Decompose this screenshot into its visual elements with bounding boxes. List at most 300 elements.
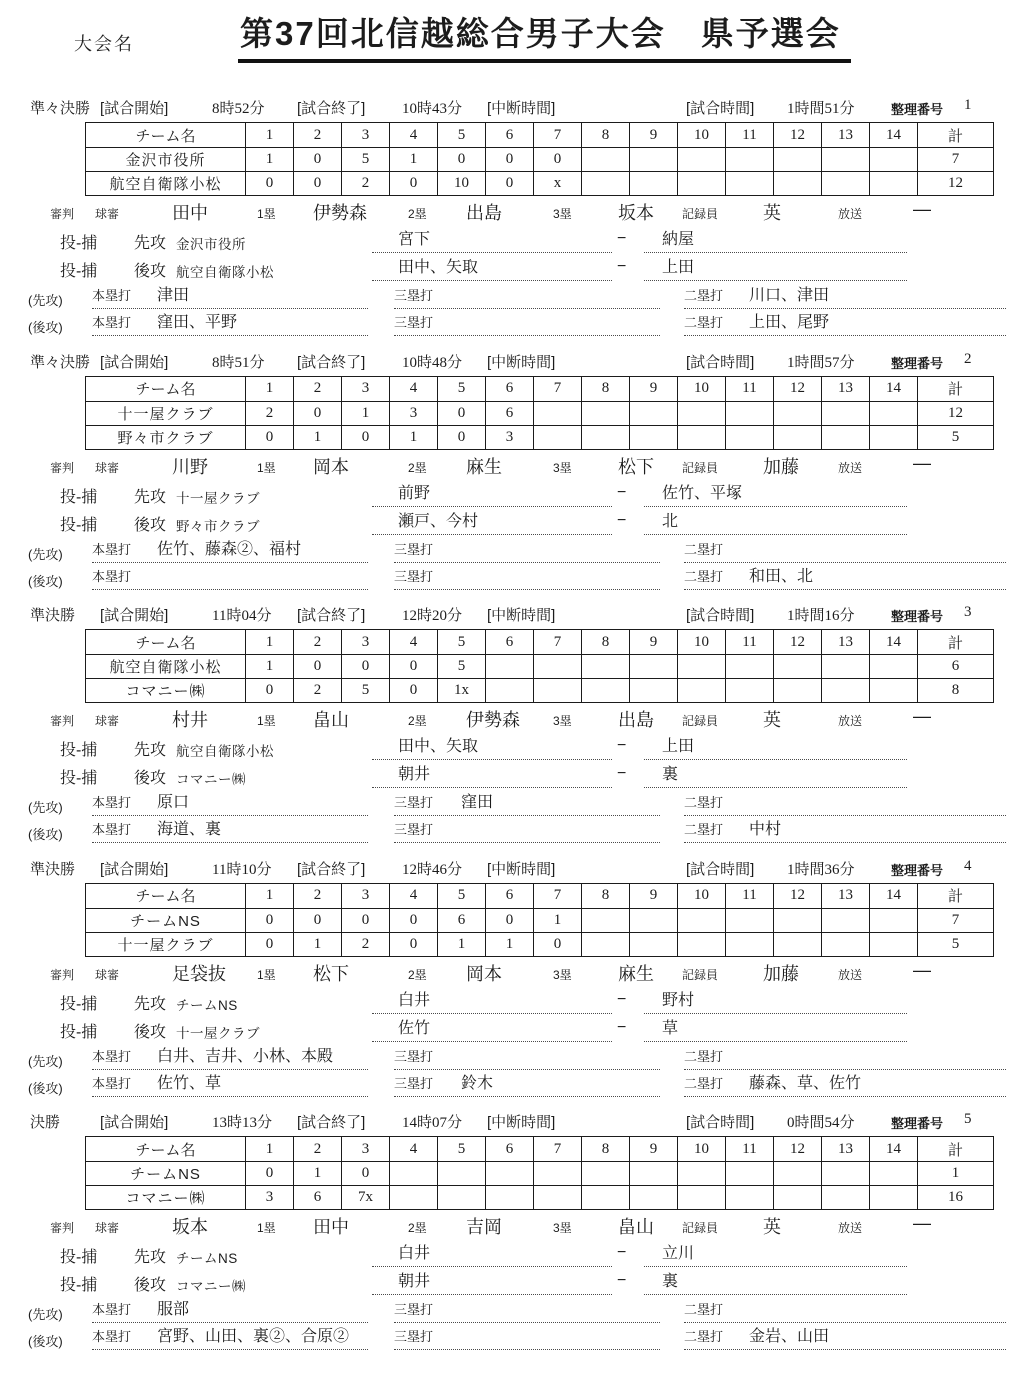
inning-header: 8 — [582, 376, 630, 401]
inning-score — [582, 655, 630, 679]
double-names: 和田、北 — [749, 567, 814, 585]
game-start-time: 11時10分 — [212, 861, 272, 878]
inning-header: 2 — [294, 1137, 342, 1162]
home-run-field — [92, 1298, 368, 1323]
inning-header: 3 — [342, 1137, 390, 1162]
team-name: 野々市クラブ — [86, 425, 246, 449]
inning-score — [390, 1162, 438, 1186]
inning-score — [774, 401, 822, 425]
inning-score: 3 — [246, 1186, 294, 1210]
inning-score — [630, 655, 678, 679]
game-header-line — [0, 97, 1024, 119]
battery-label: 投-捕 — [60, 488, 98, 506]
battery-label: 投-捕 — [60, 770, 98, 787]
broadcast-value: — — [913, 706, 931, 726]
inning-header: 13 — [822, 883, 870, 908]
game-end-label: [試合終了] — [297, 860, 366, 878]
game-end-label: [試合終了] — [297, 607, 366, 624]
pitchers-field — [372, 1017, 612, 1042]
battery-label: 投-捕 — [60, 1249, 98, 1266]
game-end-label: [試合終了] — [297, 1114, 366, 1131]
inning-score: 0 — [390, 679, 438, 703]
game-time-value: 1時間36分 — [787, 861, 855, 878]
double-label: 二塁打 — [684, 795, 724, 810]
inning-score — [534, 1186, 582, 1210]
broadcast-label: 放送 — [838, 460, 863, 475]
inning-score: 0 — [294, 172, 342, 196]
game-end-time: 12時46分 — [402, 861, 463, 878]
serial-no-value: 5 — [964, 1111, 972, 1127]
second-attack-paren-label: (後攻) — [28, 573, 63, 589]
tournament-title: 第37回北信越総合男子大会 県予選会 — [238, 8, 851, 63]
inning-score — [678, 655, 726, 679]
inning-header: 6 — [486, 883, 534, 908]
game-time-value: 1時間16分 — [787, 608, 855, 624]
scorer-label: 記録員 — [682, 460, 719, 475]
double-field — [684, 311, 1006, 336]
team-total: 6 — [918, 655, 994, 679]
inning-score: 3 — [486, 425, 534, 449]
inning-header: 2 — [294, 883, 342, 908]
inning-header: 6 — [486, 1137, 534, 1162]
inning-header: 8 — [582, 883, 630, 908]
plate-umpire-name: 田中 — [172, 203, 208, 223]
inning-score — [678, 1186, 726, 1210]
inning-score — [582, 148, 630, 172]
battery-row-first-attack — [0, 735, 1024, 759]
home-run-label: 本塁打 — [92, 541, 132, 557]
plate-umpire-label: 球審 — [95, 460, 120, 475]
second-attack-paren-label: (後攻) — [28, 320, 63, 335]
first-attack-paren-label: (先攻) — [28, 800, 63, 815]
double-label: 二塁打 — [684, 1048, 724, 1064]
pitchers-field — [372, 482, 612, 507]
team-name-header: チーム名 — [86, 630, 246, 655]
round-label: 準々決勝 — [30, 100, 91, 117]
triple-field — [394, 1298, 660, 1323]
battery-team-name: コマニー㈱ — [176, 772, 246, 787]
inning-score — [726, 1186, 774, 1210]
team-total: 7 — [918, 148, 994, 172]
pitchers-field — [372, 1242, 612, 1267]
inning-header: 9 — [630, 883, 678, 908]
team-row-visitor — [86, 1162, 994, 1186]
triple-field — [394, 565, 660, 590]
triple-label: 三塁打 — [394, 541, 434, 557]
catchers-field — [644, 482, 907, 507]
double-label: 二塁打 — [684, 541, 724, 557]
game-block — [0, 1111, 1024, 1365]
interruption-label: [中断時間] — [487, 860, 556, 878]
inning-header: 14 — [870, 376, 918, 401]
scorer-name: 加藤 — [763, 963, 799, 984]
broadcast-value: — — [913, 452, 931, 473]
inning-score — [582, 679, 630, 703]
inning-score — [534, 401, 582, 425]
second-attack-label: 後攻 — [134, 263, 167, 280]
third-base-label: 3塁 — [553, 460, 572, 475]
game-header-line — [0, 351, 1024, 373]
hits-row-first-attack — [0, 1045, 1024, 1069]
inning-header: 8 — [582, 123, 630, 148]
plate-umpire-label: 球審 — [95, 714, 120, 728]
inning-score — [486, 1186, 534, 1210]
inning-score: 0 — [486, 172, 534, 196]
inning-score: 0 — [438, 401, 486, 425]
team-name-header: チーム名 — [86, 376, 246, 401]
pitcher-names: 田中、矢取 — [398, 738, 479, 755]
battery-team-name: 野々市クラブ — [176, 518, 260, 534]
home-run-names: 津田 — [157, 287, 190, 304]
battery-dash: − — [617, 990, 627, 1008]
game-start-label: [試合開始] — [100, 607, 169, 624]
inning-score — [582, 1186, 630, 1210]
tournament-name-label: 大会名 — [74, 34, 134, 54]
broadcast-label: 放送 — [838, 967, 863, 982]
team-name: 十一屋クラブ — [86, 401, 246, 425]
inning-score — [870, 401, 918, 425]
game-time-value: 1時間57分 — [787, 354, 855, 371]
inning-score — [630, 908, 678, 932]
catchers-field — [644, 763, 907, 788]
inning-header: 13 — [822, 376, 870, 401]
inning-header: 2 — [294, 630, 342, 655]
total-header: 計 — [918, 630, 994, 655]
game-start-time: 13時13分 — [212, 1115, 273, 1131]
home-run-names: 佐竹、藤森②、福村 — [157, 540, 302, 558]
total-header: 計 — [918, 883, 994, 908]
inning-score: 1 — [294, 425, 342, 449]
first-base-umpire-name: 畠山 — [313, 710, 349, 730]
inning-score: 6 — [486, 401, 534, 425]
inning-score — [582, 932, 630, 956]
inning-header: 10 — [678, 883, 726, 908]
inning-header: 11 — [726, 1137, 774, 1162]
inning-score: 1 — [294, 932, 342, 956]
inning-header: 6 — [486, 630, 534, 655]
double-field — [684, 284, 1006, 309]
broadcast-value: — — [913, 199, 931, 219]
first-base-label: 1塁 — [257, 714, 276, 728]
second-base-label: 2塁 — [408, 967, 427, 982]
inning-header: 6 — [486, 123, 534, 148]
third-base-umpire-name: 松下 — [618, 456, 654, 477]
total-header: 計 — [918, 123, 994, 148]
double-field — [684, 1045, 1006, 1070]
inning-header: 8 — [582, 1137, 630, 1162]
home-run-field — [92, 284, 368, 309]
catchers-field — [644, 1270, 907, 1295]
inning-score — [726, 932, 774, 956]
inning-header: 14 — [870, 630, 918, 655]
double-field — [684, 818, 1006, 843]
inning-score: 2 — [342, 172, 390, 196]
team-total: 1 — [918, 1162, 994, 1186]
team-name: コマニー㈱ — [86, 679, 246, 703]
scorer-name: 英 — [763, 1217, 781, 1237]
pitchers-field — [372, 763, 612, 788]
inning-header: 11 — [726, 123, 774, 148]
inning-score — [534, 679, 582, 703]
home-run-field — [92, 311, 368, 336]
inning-score — [630, 401, 678, 425]
inning-header: 4 — [390, 1137, 438, 1162]
inning-header: 2 — [294, 376, 342, 401]
battery-dash: − — [617, 483, 627, 501]
inning-score: 1 — [294, 1162, 342, 1186]
second-base-label: 2塁 — [408, 714, 427, 728]
inning-score — [630, 425, 678, 449]
double-names: 中村 — [749, 821, 782, 838]
double-field — [684, 1072, 1006, 1097]
game-block — [0, 604, 1024, 858]
first-attack-paren-label: (先攻) — [28, 293, 63, 308]
inning-score — [678, 679, 726, 703]
serial-no-label: 整理番号 — [891, 355, 944, 371]
pitcher-names: 朝井 — [398, 1273, 431, 1290]
inning-header: 14 — [870, 883, 918, 908]
inning-score — [726, 172, 774, 196]
team-name-header: チーム名 — [86, 1137, 246, 1162]
inning-score: 1 — [486, 932, 534, 956]
inning-header: 10 — [678, 1137, 726, 1162]
game-start-label: [試合開始] — [100, 353, 169, 371]
pitchers-field — [372, 256, 612, 281]
battery-dash: − — [617, 1018, 627, 1036]
inning-score: 0 — [246, 172, 294, 196]
inning-score: 0 — [534, 148, 582, 172]
first-base-umpire-name: 岡本 — [313, 456, 349, 477]
hits-row-second-attack — [0, 311, 1024, 335]
inning-score: 0 — [294, 401, 342, 425]
team-name: コマニー㈱ — [86, 1186, 246, 1210]
interruption-label: [中断時間] — [487, 353, 556, 371]
game-time-value: 0時間54分 — [787, 1115, 855, 1131]
inning-header: 13 — [822, 630, 870, 655]
game-block — [0, 351, 1024, 605]
second-attack-paren-label: (後攻) — [28, 1080, 63, 1096]
inning-score — [726, 655, 774, 679]
double-field — [684, 1325, 1006, 1350]
inning-header: 12 — [774, 376, 822, 401]
team-row-visitor — [86, 401, 994, 425]
pitcher-names: 田中、矢取 — [398, 259, 479, 276]
double-field — [684, 1298, 1006, 1323]
inning-score — [438, 1162, 486, 1186]
broadcast-label: 放送 — [838, 207, 863, 221]
inning-score: 2 — [342, 932, 390, 956]
serial-no-label: 整理番号 — [891, 1116, 944, 1131]
catchers-field — [644, 989, 907, 1014]
inning-score — [630, 932, 678, 956]
pitcher-names: 宮下 — [398, 231, 431, 248]
inning-score: 7x — [342, 1186, 390, 1210]
inning-score: 0 — [534, 932, 582, 956]
inning-score — [822, 1186, 870, 1210]
inning-score — [774, 679, 822, 703]
scorer-label: 記録員 — [682, 714, 719, 728]
battery-team-name: 航空自衛隊小松 — [176, 265, 274, 280]
inning-score — [726, 148, 774, 172]
triple-field — [394, 1045, 660, 1070]
inning-score: 1 — [390, 148, 438, 172]
pitchers-field — [372, 1270, 612, 1295]
double-label: 二塁打 — [684, 568, 724, 584]
first-base-label: 1塁 — [257, 1221, 276, 1235]
double-label: 二塁打 — [684, 1075, 724, 1091]
third-base-label: 3塁 — [553, 967, 572, 982]
first-base-label: 1塁 — [257, 460, 276, 475]
battery-row-second-attack — [0, 256, 1024, 280]
home-run-names: 宮野、山田、裏②、合原② — [157, 1328, 350, 1345]
inning-score: 0 — [294, 148, 342, 172]
second-attack-paren-label: (後攻) — [28, 1334, 63, 1349]
total-header: 計 — [918, 1137, 994, 1162]
inning-header: 13 — [822, 1137, 870, 1162]
inning-score: 5 — [342, 679, 390, 703]
triple-field — [394, 791, 660, 816]
inning-score: 1 — [246, 148, 294, 172]
battery-label: 投-捕 — [60, 1023, 98, 1041]
triple-field — [394, 538, 660, 563]
inning-score — [774, 148, 822, 172]
serial-no-value: 3 — [964, 604, 972, 620]
team-total: 8 — [918, 679, 994, 703]
plate-umpire-name: 足袋抜 — [172, 963, 226, 984]
first-attack-paren-label: (先攻) — [28, 1053, 63, 1069]
team-name: 十一屋クラブ — [86, 932, 246, 956]
score-header-row — [86, 1137, 994, 1162]
serial-no-label: 整理番号 — [891, 609, 944, 624]
battery-row-first-attack — [0, 989, 1024, 1013]
double-label: 二塁打 — [684, 822, 724, 837]
first-attack-paren-label: (先攻) — [28, 1307, 63, 1322]
team-row-visitor — [86, 908, 994, 932]
inning-header: 13 — [822, 123, 870, 148]
round-label: 準決勝 — [30, 860, 76, 878]
umpires-label: 審判 — [50, 460, 75, 475]
triple-field — [394, 1325, 660, 1350]
game-end-time: 10時43分 — [402, 101, 463, 117]
battery-dash: − — [617, 737, 627, 754]
catcher-names: 草 — [662, 1019, 679, 1037]
inning-header: 9 — [630, 123, 678, 148]
inning-score — [486, 1162, 534, 1186]
broadcast-value: — — [913, 959, 931, 980]
battery-label: 投-捕 — [60, 263, 98, 280]
interruption-label: [中断時間] — [487, 1114, 556, 1131]
inning-score — [726, 679, 774, 703]
inning-score — [822, 679, 870, 703]
hits-row-first-attack — [0, 1298, 1024, 1322]
inning-score: 5 — [438, 655, 486, 679]
inning-score — [534, 425, 582, 449]
inning-score: 0 — [390, 908, 438, 932]
battery-row-second-attack — [0, 763, 1024, 787]
umpires-label: 審判 — [50, 967, 75, 982]
plate-umpire-label: 球審 — [95, 967, 120, 982]
battery-team-name: 金沢市役所 — [176, 237, 246, 252]
catcher-names: 納屋 — [662, 231, 695, 248]
catcher-names: 上田 — [662, 738, 695, 755]
game-time-label: [試合時間] — [686, 1114, 755, 1131]
team-total: 7 — [918, 908, 994, 932]
pitcher-names: 瀬戸、今村 — [398, 512, 479, 530]
inning-score — [822, 1162, 870, 1186]
team-row-home — [86, 932, 994, 956]
triple-field — [394, 284, 660, 309]
inning-score — [678, 908, 726, 932]
hits-row-second-attack — [0, 1325, 1024, 1349]
inning-header: 11 — [726, 376, 774, 401]
game-end-label: [試合終了] — [297, 353, 366, 371]
serial-no-label: 整理番号 — [891, 862, 944, 878]
game-header-line — [0, 858, 1024, 880]
inning-header: 7 — [534, 1137, 582, 1162]
team-row-home — [86, 679, 994, 703]
game-time-value: 1時間51分 — [787, 101, 855, 117]
inning-header: 12 — [774, 630, 822, 655]
score-table — [85, 629, 994, 703]
battery-dash: − — [617, 1244, 627, 1261]
double-names: 金岩、山田 — [749, 1328, 830, 1345]
first-attack-paren-label: (先攻) — [28, 546, 63, 562]
triple-label: 三塁打 — [394, 1302, 434, 1317]
inning-header: 1 — [246, 376, 294, 401]
first-attack-label: 先攻 — [134, 235, 167, 252]
triple-names: 窪田 — [461, 794, 494, 811]
umpires-label: 審判 — [50, 207, 75, 221]
third-base-umpire-name: 坂本 — [618, 203, 654, 223]
round-label: 準決勝 — [30, 607, 76, 624]
game-time-label: [試合時間] — [686, 860, 755, 878]
catchers-field — [644, 735, 907, 760]
game-end-label: [試合終了] — [297, 100, 366, 117]
second-base-umpire-name: 岡本 — [466, 963, 502, 984]
inning-score — [582, 172, 630, 196]
inning-score — [774, 1162, 822, 1186]
home-run-field — [92, 1045, 368, 1070]
game-block — [0, 858, 1024, 1112]
pitchers-field — [372, 228, 612, 253]
game-header-line — [0, 604, 1024, 626]
game-end-time: 10時48分 — [402, 354, 463, 371]
inning-score: 1x — [438, 679, 486, 703]
team-name: チームNS — [86, 1162, 246, 1186]
inning-score — [390, 1186, 438, 1210]
inning-score: 10 — [438, 172, 486, 196]
battery-label: 投-捕 — [60, 995, 98, 1013]
inning-score: 1 — [246, 655, 294, 679]
battery-label: 投-捕 — [60, 742, 98, 759]
pitchers-field — [372, 989, 612, 1014]
inning-score — [822, 172, 870, 196]
battery-team-name: 十一屋クラブ — [176, 1025, 260, 1041]
scorer-label: 記録員 — [682, 207, 719, 221]
plate-umpire-label: 球審 — [95, 207, 120, 221]
battery-row-first-attack — [0, 1242, 1024, 1266]
score-table — [85, 122, 994, 196]
inning-score: 0 — [342, 1162, 390, 1186]
scorer-name: 英 — [763, 710, 781, 730]
umpires-row — [0, 1213, 1024, 1237]
pitcher-names: 白井 — [398, 991, 431, 1009]
inning-header: 9 — [630, 376, 678, 401]
pitcher-names: 白井 — [398, 1245, 431, 1262]
first-base-umpire-name: 田中 — [313, 1217, 349, 1237]
serial-no-value: 4 — [964, 857, 972, 874]
team-total: 16 — [918, 1186, 994, 1210]
